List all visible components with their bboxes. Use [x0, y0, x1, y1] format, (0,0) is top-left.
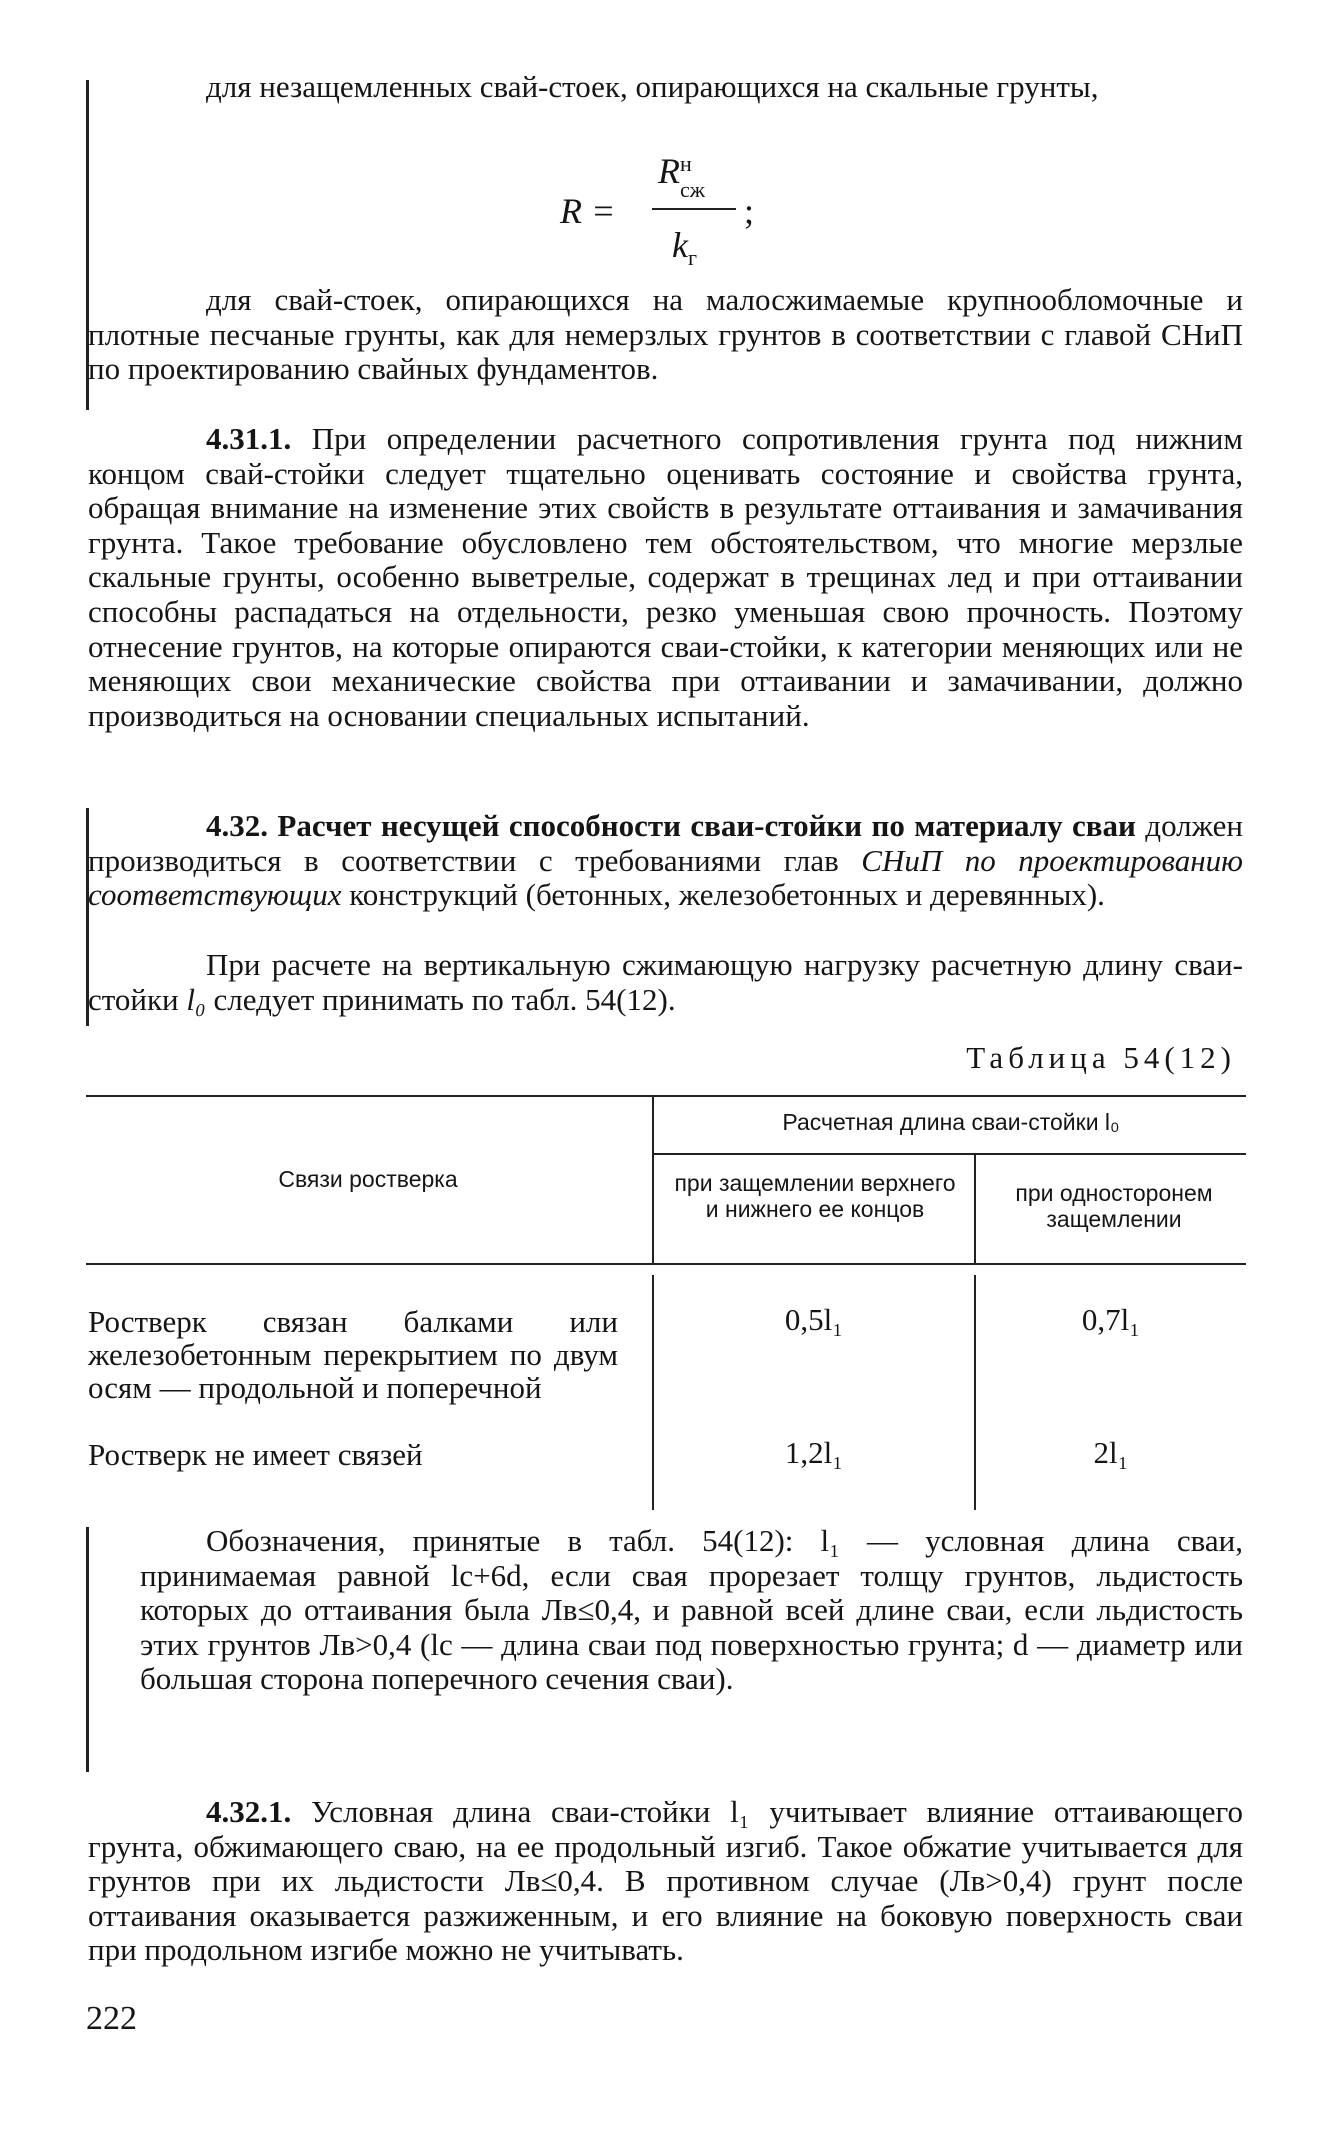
section-4-32: 4.32. Расчет несущей способности сваи-стойки по материалу сваи должен производиться в соответствии с требованиями глав СНиП по проектированию соответствующих конструкций (бетонных, железобетонных и деревянных).	[88, 808, 1244, 913]
table-header-group: Расчетная длина сваи-стойки l₀	[782, 1109, 1120, 1135]
table-header-both-ends: при защемлении верхнего и нижнего ее концов	[674, 1170, 956, 1222]
table-col-divider	[974, 1153, 976, 1263]
table-rule-group	[653, 1153, 1246, 1155]
table-caption: Таблица 54(12)	[966, 1040, 1236, 1075]
table-row-1-one-side: 0,7l₁	[1081, 1302, 1141, 1337]
table-row-1-both-ends: 0,5l₁	[784, 1302, 844, 1337]
page-number: 222	[86, 2000, 137, 2037]
section-4-32-p2: При расчете на вертикальную сжимающую нагрузку расчетную длину сваи-стойки l₀ следует принимать по табл. 54(12).	[88, 947, 1243, 1017]
table-row-2-ties: Ростверк не имеет связей	[88, 1437, 423, 1472]
formula-lhs: R =	[560, 191, 616, 231]
margin-bar	[86, 1527, 89, 1772]
table-col-divider	[652, 1275, 654, 1510]
table-row-2-one-side: 2l₁	[1093, 1435, 1129, 1470]
table-header-ties: Связи ростверка	[278, 1166, 458, 1192]
table-col-divider	[652, 1095, 654, 1263]
table-header-one-side: при односторонем защемлении	[1015, 1180, 1213, 1232]
table-row-1-ties: Ростверк связан балками или железобетонным перекрытием по двум осям — продольной и поперечной	[88, 1304, 618, 1405]
table-rule-top	[86, 1095, 1246, 1097]
table-col-divider	[974, 1275, 976, 1510]
section-4-32-1: 4.32.1. Условная длина сваи-стойки l₁ учитывает влияние оттаивающего грунта, обжимающего сваю, на ее продольный изгиб. Такое обжатие учитывается для грунтов при их льдистости Лв≤0,4. В противном случае (Лв>0,4) грунт после оттаивания оказывается разжиженным, и его влияние на боковую поверхность сваи при продольном изгибе можно не учитывать.	[88, 1794, 1243, 1968]
table-row-2-both-ends: 1,2l₁	[784, 1435, 844, 1470]
section-4-31-1: 4.31.1. При определении расчетного сопротивления грунта под нижним концом свай-стойки следует тщательно оценивать состояние и свойства грунта, обращая внимание на изменение этих свойств в результате оттаивания и замачивания грунта. Такое требование обусловлено тем обстоятельством, что многие мерзлые скальные грунты, особенно выветрелые, содержат в трещинах лед и при оттаивании способны распадаться на отдельности, резко уменьшая свою прочность. Поэтому отнесение грунтов, на которые опираются сваи-стойки, к категории меняющих или не меняющих свои механические свойства при оттаивании и замачивании, должно производиться на основании специальных испытаний.	[88, 421, 1243, 733]
formula-semicolon: ;	[744, 191, 755, 231]
fraction-line	[652, 208, 736, 210]
table-note: Обозначения, принятые в табл. 54(12): l₁ — условная длина сваи, принимаемая равной lс+6d, если свая прорезает толщу грунтов, льдистость которых до оттаивания была Лв≤0,4, и равной всей длине сваи, если льдистость этих грунтов Лв>0,4 (lс — длина сваи под поверхностью грунта; d — диаметр или большая сторона поперечного сечения сваи).	[140, 1523, 1243, 1697]
table-rule-header	[86, 1263, 1246, 1265]
formula-denominator: $k_г$	[672, 225, 698, 271]
paragraph-ice-soils: для свай-стоек, опирающихся на малосжимаемые крупнообломочные и плотные песчаные грунты, как для немерзлых грунтов в соответствии с главой СНиП по проектированию свайных фундаментов.	[88, 282, 1243, 387]
paragraph-intro: для незащемленных свай-стоек, опирающихся на скальные грунты,	[206, 69, 1099, 104]
formula	[560, 150, 780, 270]
formula-numerator: R н сж	[658, 151, 705, 202]
